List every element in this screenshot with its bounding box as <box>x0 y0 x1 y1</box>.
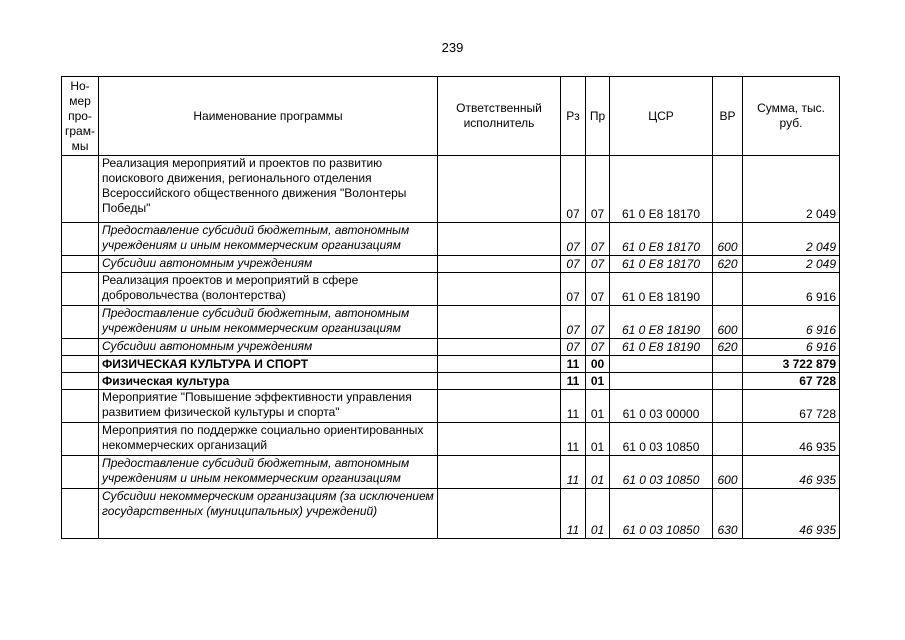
table-row <box>62 489 840 539</box>
csr-cell: 61 0 E8 18170 <box>610 156 713 223</box>
header-name: Наименование программы <box>99 77 438 156</box>
pr-cell: 01 <box>586 489 610 539</box>
vr-cell: 620 <box>713 339 743 356</box>
vr-cell <box>713 373 743 390</box>
executor-cell <box>438 273 561 306</box>
rz-cell: 07 <box>561 223 586 256</box>
table-row <box>62 456 840 489</box>
sum-cell: 6 916 <box>743 339 840 356</box>
program-name-cell: Реализация мероприятий и проектов по развитию поискового движения, регионального отделения Всероссийского общественного движения "Волонтеры Победы" <box>99 156 438 223</box>
vr-cell <box>713 390 743 423</box>
csr-cell <box>610 373 713 390</box>
pr-cell: 07 <box>586 223 610 256</box>
program-number-cell <box>62 339 99 356</box>
sum-cell: 6 916 <box>743 273 840 306</box>
program-name-cell: Мероприятия по поддержке социально ориентированных некоммерческих организаций <box>99 423 438 456</box>
vr-cell <box>713 423 743 456</box>
header-rz: Рз <box>561 77 586 156</box>
csr-cell: 61 0 E8 18190 <box>610 273 713 306</box>
rz-cell: 11 <box>561 390 586 423</box>
pr-cell: 07 <box>586 256 610 273</box>
program-name-cell: Субсидии автономным учреждениям <box>99 256 438 273</box>
vr-cell: 620 <box>713 256 743 273</box>
executor-cell <box>438 423 561 456</box>
header-csr: ЦСР <box>610 77 713 156</box>
vr-cell: 600 <box>713 456 743 489</box>
sum-cell: 46 935 <box>743 456 840 489</box>
vr-cell <box>713 356 743 373</box>
rz-cell: 07 <box>561 273 586 306</box>
program-name-cell: Субсидии некоммерческим организациям (за исключением государственных (муниципальных) учреждений) <box>99 489 438 539</box>
header-pr: Пр <box>586 77 610 156</box>
sum-cell: 3 722 879 <box>743 356 840 373</box>
program-number-cell <box>62 489 99 539</box>
table-row <box>62 373 840 390</box>
rz-cell: 11 <box>561 356 586 373</box>
pr-cell: 01 <box>586 423 610 456</box>
sum-cell: 6 916 <box>743 306 840 339</box>
header-row <box>62 77 840 156</box>
table-row <box>62 156 840 223</box>
budget-table <box>61 76 840 539</box>
vr-cell: 630 <box>713 489 743 539</box>
program-number-cell <box>62 156 99 223</box>
program-number-cell <box>62 373 99 390</box>
program-number-cell <box>62 273 99 306</box>
sum-cell: 46 935 <box>743 423 840 456</box>
pr-cell: 01 <box>586 456 610 489</box>
executor-cell <box>438 256 561 273</box>
pr-cell: 01 <box>586 373 610 390</box>
header-executor: Ответственный исполнитель <box>438 77 561 156</box>
table-row <box>62 223 840 256</box>
header-program-number: Но-мер про-грам-мы <box>62 77 99 156</box>
csr-cell: 61 0 E8 18190 <box>610 339 713 356</box>
rz-cell: 11 <box>561 373 586 390</box>
rz-cell: 11 <box>561 423 586 456</box>
executor-cell <box>438 456 561 489</box>
rz-cell: 07 <box>561 256 586 273</box>
program-number-cell <box>62 390 99 423</box>
vr-cell: 600 <box>713 223 743 256</box>
pr-cell: 07 <box>586 339 610 356</box>
program-number-cell <box>62 423 99 456</box>
rz-cell: 07 <box>561 339 586 356</box>
executor-cell <box>438 489 561 539</box>
executor-cell <box>438 373 561 390</box>
program-name-cell: Предоставление субсидий бюджетным, автономным учреждениям и иным некоммерческим организациям <box>99 223 438 256</box>
vr-cell: 600 <box>713 306 743 339</box>
program-number-cell <box>62 456 99 489</box>
executor-cell <box>438 223 561 256</box>
program-number-cell <box>62 306 99 339</box>
table-row <box>62 356 840 373</box>
pr-cell: 00 <box>586 356 610 373</box>
sum-cell: 2 049 <box>743 223 840 256</box>
sum-cell: 67 728 <box>743 373 840 390</box>
sum-cell: 46 935 <box>743 489 840 539</box>
program-name-cell: Физическая культура <box>99 373 438 390</box>
csr-cell: 61 0 03 10850 <box>610 489 713 539</box>
table-row <box>62 273 840 306</box>
header-vr: ВР <box>713 77 743 156</box>
table-row <box>62 423 840 456</box>
table-row <box>62 339 840 356</box>
csr-cell: 61 0 E8 18190 <box>610 306 713 339</box>
executor-cell <box>438 156 561 223</box>
program-name-cell: Предоставление субсидий бюджетным, автономным учреждениям и иным некоммерческим организациям <box>99 306 438 339</box>
vr-cell <box>713 273 743 306</box>
sum-cell: 2 049 <box>743 256 840 273</box>
csr-cell: 61 0 03 00000 <box>610 390 713 423</box>
table-row <box>62 390 840 423</box>
pr-cell: 07 <box>586 273 610 306</box>
program-name-cell: Предоставление субсидий бюджетным, автономным учреждениям и иным некоммерческим организациям <box>99 456 438 489</box>
program-name-cell: Мероприятие "Повышение эффективности управления развитием физической культуры и спорта" <box>99 390 438 423</box>
csr-cell: 61 0 E8 18170 <box>610 223 713 256</box>
executor-cell <box>438 356 561 373</box>
csr-cell <box>610 356 713 373</box>
vr-cell <box>713 156 743 223</box>
program-name-cell: Субсидии автономным учреждениям <box>99 339 438 356</box>
csr-cell: 61 0 03 10850 <box>610 423 713 456</box>
pr-cell: 07 <box>586 156 610 223</box>
page-number: 239 <box>441 40 464 55</box>
rz-cell: 11 <box>561 489 586 539</box>
sum-cell: 67 728 <box>743 390 840 423</box>
table-body <box>62 156 840 539</box>
rz-cell: 07 <box>561 156 586 223</box>
rz-cell: 11 <box>561 456 586 489</box>
csr-cell: 61 0 03 10850 <box>610 456 713 489</box>
program-name-cell: Реализация проектов и мероприятий в сфере добровольчества (волонтерства) <box>99 273 438 306</box>
program-number-cell <box>62 356 99 373</box>
csr-cell: 61 0 E8 18170 <box>610 256 713 273</box>
executor-cell <box>438 339 561 356</box>
header-sum: Сумма, тыс. руб. <box>743 77 840 156</box>
table-row <box>62 256 840 273</box>
rz-cell: 07 <box>561 306 586 339</box>
executor-cell <box>438 390 561 423</box>
executor-cell <box>438 306 561 339</box>
pr-cell: 01 <box>586 390 610 423</box>
program-name-cell: ФИЗИЧЕСКАЯ КУЛЬТУРА И СПОРТ <box>99 356 438 373</box>
pr-cell: 07 <box>586 306 610 339</box>
program-number-cell <box>62 256 99 273</box>
sum-cell: 2 049 <box>743 156 840 223</box>
program-number-cell <box>62 223 99 256</box>
table-row <box>62 306 840 339</box>
